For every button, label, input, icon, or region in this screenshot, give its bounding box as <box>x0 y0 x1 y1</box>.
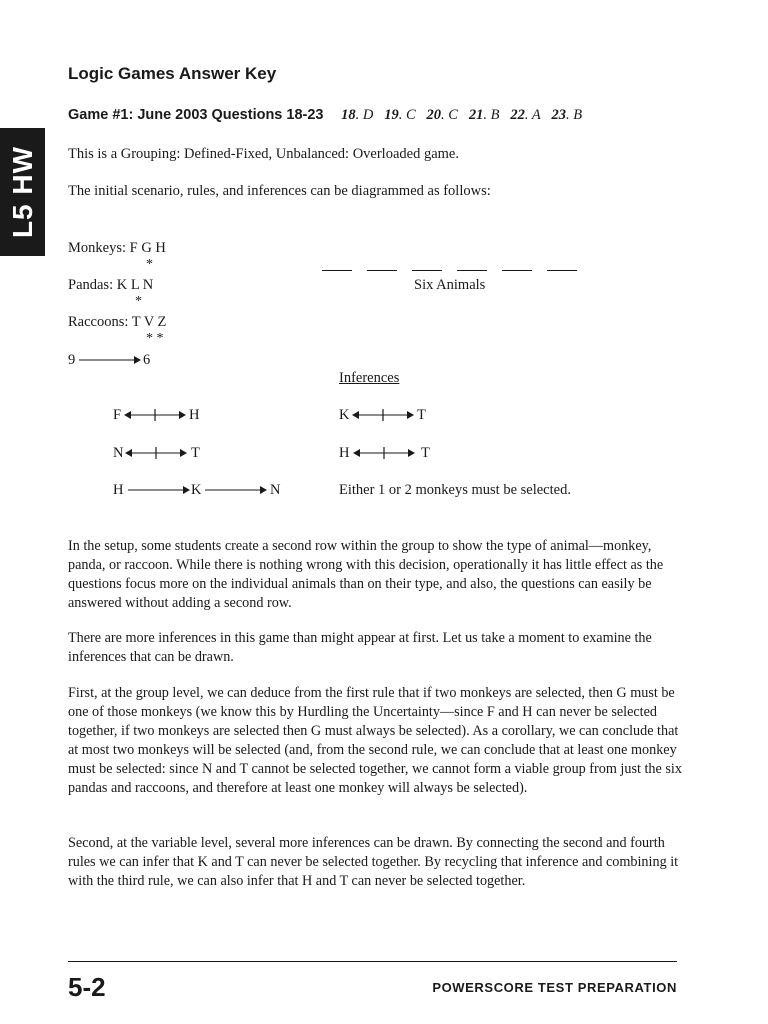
answer-number: 19 <box>384 107 399 123</box>
chain-variable: K <box>191 482 202 498</box>
answer-letter: C <box>405 107 416 123</box>
answer-letter: A <box>531 107 541 123</box>
paragraph-variable-level: Second, at the variable level, several more inferences can be drawn. By connecting the second and fourth rules we can infer that K and T can never be selected together. By recycling that inference and combining it with the third rule, we can also infer that H and T can never be selected together. <box>68 835 679 889</box>
not-both-arrow-icon <box>125 445 187 461</box>
game-type-text: This is a Grouping: Defined-Fixed, Unbalanced: Overloaded game. <box>68 146 459 162</box>
inference-note: Either 1 or 2 monkeys must be selected. <box>339 482 571 498</box>
star-mark: * * <box>146 331 164 346</box>
rule-left-variable: N <box>113 445 124 461</box>
star-mark: * <box>146 257 153 272</box>
slot-blank <box>457 258 487 271</box>
slot-blank <box>412 258 442 271</box>
answer-letter: D <box>362 107 374 123</box>
monkeys-list: Monkeys: F G H <box>68 240 166 256</box>
arrow-right-icon <box>128 482 190 498</box>
answer-number: 22 <box>510 107 525 123</box>
arrow-right-icon <box>205 482 267 498</box>
not-both-arrow-icon <box>352 407 414 423</box>
answer-letter: B <box>573 107 583 123</box>
slot-row <box>322 258 592 276</box>
paragraph-group-level: First, at the group level, we can deduce from the first rule that if two monkeys are selected, then G must be one of those monkeys (we know this by Hurdling the Uncertainty—since F and H can never be selected together, if two monkeys are selected then G must always be selected). As a corollary, we can conclude that at most two monkeys will be selected (and, from the second rule, we can conclude that at least one monkey must be selected: since N and T cannot be selected together, we cannot form a viable group from just the six pandas and raccoons, and therefore at least one monkey will always be selected). <box>68 685 682 796</box>
star-mark: * <box>135 294 142 309</box>
six-animals-label: Six Animals <box>414 277 486 293</box>
footer-divider <box>68 961 677 962</box>
not-both-arrow-icon <box>124 407 186 423</box>
section-tab <box>0 128 45 256</box>
answer-number: 21 <box>468 107 484 123</box>
slot-blank <box>502 258 532 271</box>
slot-blank <box>322 258 352 271</box>
chain-variable: N <box>270 482 281 498</box>
slot-blank <box>547 258 577 271</box>
answer-list: 18. D 19. C 20. C 21. B 22. A 23. B <box>341 107 583 123</box>
not-both-arrow-icon <box>353 445 415 461</box>
chain-variable: H <box>113 482 124 498</box>
publisher-name: POWERSCORE TEST PREPARATION <box>432 980 677 995</box>
paragraph-inferences-intro: There are more inferences in this game than might appear at first. Let us take a moment to examine the inferences that can be drawn. <box>68 630 652 665</box>
answer-number: 20 <box>426 107 442 123</box>
game-label: Game #1: June 2003 Questions 18-23 <box>68 107 324 123</box>
rule-right-variable: T <box>191 445 200 461</box>
inferences-heading: Inferences <box>339 370 400 386</box>
inference-left-variable: K <box>339 407 350 423</box>
answer-number: 18 <box>341 107 356 123</box>
raccoons-list: Raccoons: T V Z <box>68 314 167 330</box>
inference-left-variable: H <box>339 445 350 461</box>
inference-right-variable: T <box>417 407 426 423</box>
game-header <box>68 107 582 124</box>
rule-right-variable: H <box>189 407 200 423</box>
answer-number: 23 <box>551 107 567 123</box>
section-tab-label: L5 HW <box>6 145 38 239</box>
count-to: 6 <box>143 352 151 368</box>
answer-letter: C <box>448 107 458 123</box>
answer-letter: B <box>490 107 500 123</box>
inference-right-variable: T <box>421 445 430 461</box>
pandas-list: Pandas: K L N <box>68 277 154 293</box>
rule-left-variable: F <box>113 407 122 423</box>
diagram-intro-text: The initial scenario, rules, and inferences can be diagrammed as follows: <box>68 183 491 199</box>
arrow-right-icon <box>79 352 141 368</box>
page-title: Logic Games Answer Key <box>68 64 277 83</box>
slot-blank <box>367 258 397 271</box>
paragraph-setup: In the setup, some students create a second row within the group to show the type of animal—monkey, panda, or raccoon. While there is nothing wrong with this decision, operationally it has little effect as the questions focus more on the individual animals than on their type, and also, the questions can easily be answered without adding a second row. <box>68 538 664 611</box>
page-number: 5-2 <box>68 972 106 1002</box>
count-from: 9 <box>68 352 76 368</box>
